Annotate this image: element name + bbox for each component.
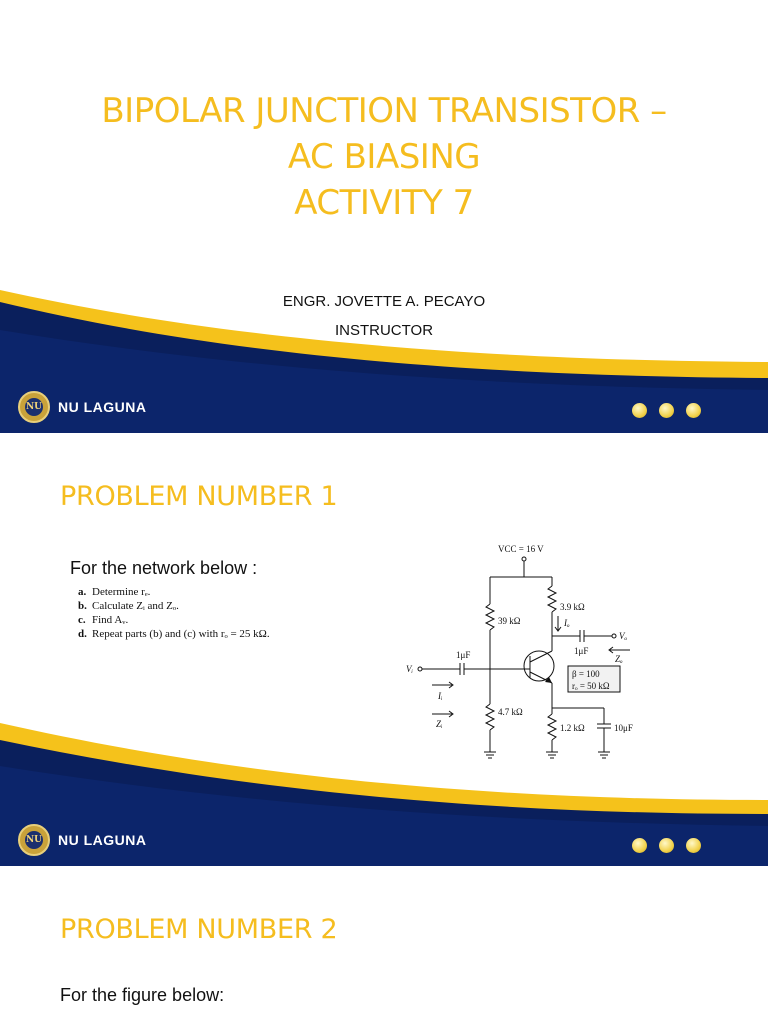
title-line-3: ACTIVITY 7 [294,183,474,223]
gold-dot-icon [686,838,701,853]
gold-dot-icon [632,403,647,418]
beta-label: β = 100 [572,669,600,679]
nu-logo-icon: NU [18,824,50,856]
list-item: d. Repeat parts (b) and (c) with rₒ = 25 kΩ. [78,628,270,640]
author-role: INSTRUCTOR [334,322,434,339]
problem-1-parts [78,585,270,641]
problem-2-intro: For the figure below: [60,985,225,1005]
vcc-label: VCC = 16 V [498,544,544,554]
slide-gap [0,433,768,443]
vi-label: Vᵢ [406,664,413,674]
list-item: a. Determine rₑ. [78,586,151,598]
cout-label: 1μF [574,646,589,656]
slide-gap [0,866,768,876]
zo-label: Zₒ [615,654,623,664]
gold-dot-icon [686,403,701,418]
problem-1-title: PROBLEM NUMBER 1 [60,481,338,512]
re-label: 1.2 kΩ [560,723,585,733]
brand-label: NU LAGUNA [58,832,147,848]
r1-label: 39 kΩ [498,616,521,626]
title-line-1: BIPOLAR JUNCTION TRANSISTOR – [101,91,667,131]
vo-label: Vₒ [619,631,628,641]
list-item: c. Find Aᵥ. [78,614,129,626]
brand-label: NU LAGUNA [58,399,147,415]
cin-label: 1μF [456,650,471,660]
zi-label: Zᵢ [436,719,443,729]
slide-1 [0,0,768,433]
gold-dot-icon [632,838,647,853]
gold-dot-icon [659,838,674,853]
problem-1-intro: For the network below : [70,558,258,578]
rc-label: 3.9 kΩ [560,602,585,612]
slide-1-title [0,88,768,226]
circuit-schematic [406,538,662,773]
gold-dot-icon [659,403,674,418]
title-line-2: AC BIASING [287,137,481,177]
io-label: Iₒ [564,618,570,628]
ro-label: rₒ = 50 kΩ [572,681,610,691]
nu-logo-icon: NU [18,391,50,423]
list-item: b. Calculate Zᵢ and Zₒ. [78,600,179,612]
author-name: ENGR. JOVETTE A. PECAYO [282,293,486,310]
problem-2-title: PROBLEM NUMBER 2 [60,914,338,945]
r2-label: 4.7 kΩ [498,707,523,717]
ce-label: 10μF [614,723,633,733]
ii-label: Iᵢ [438,691,443,701]
